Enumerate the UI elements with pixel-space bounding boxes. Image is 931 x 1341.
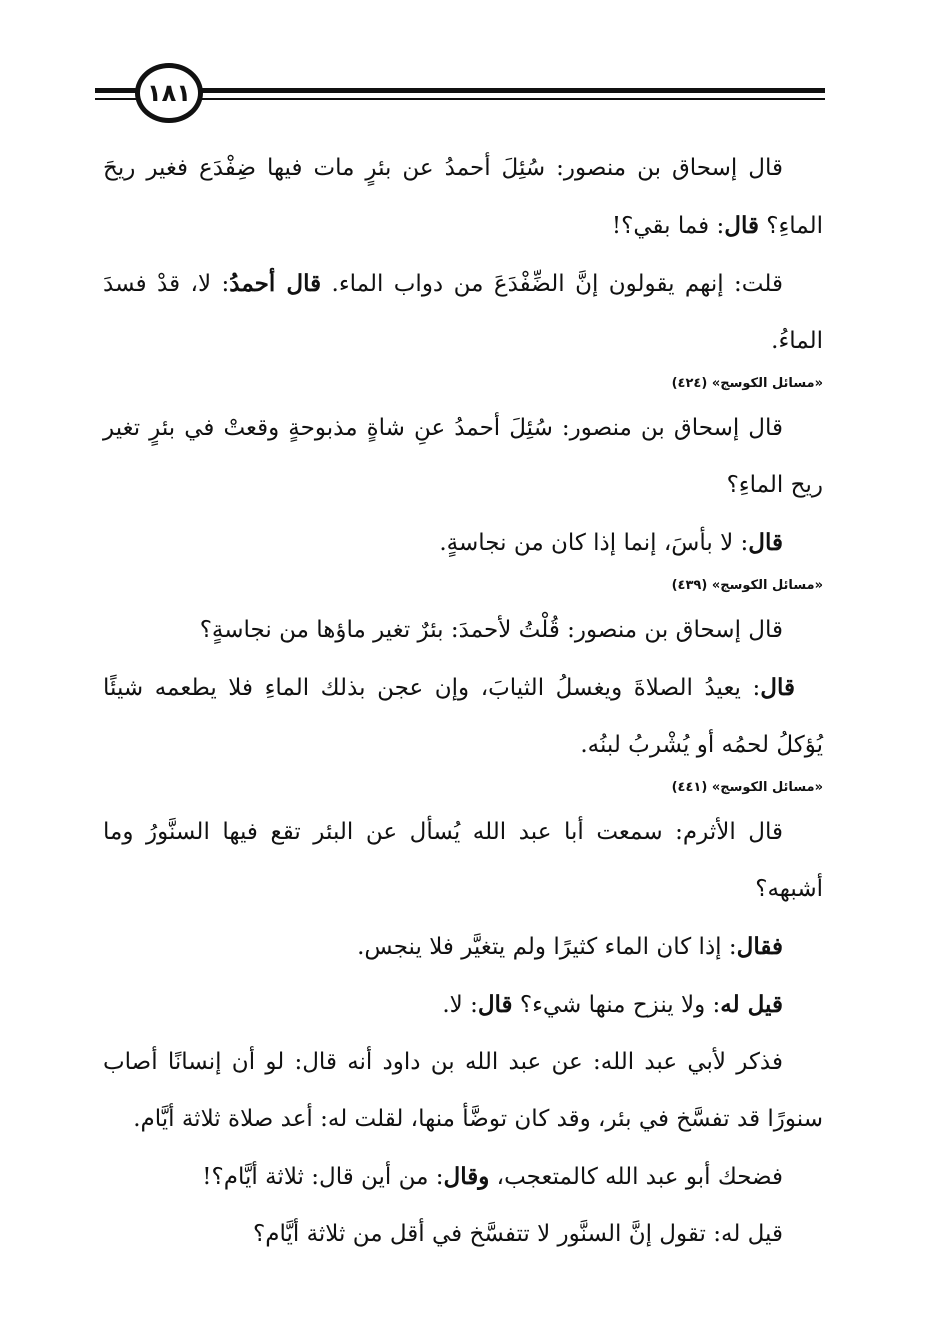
text-run: فذكر لأبي عبد الله: عن عبد الله بن داود أنه قال: لو أن إنسانًا أصاب سنورًا قد تفسَّخ في بئر، وقد كان توضَّأ منها، لقلت له: أعد صلاة ثلاثة أيَّام. [103, 1049, 823, 1132]
text-run: قيل له: تقول إنَّ السنَّور لا تتفسَّخ في أقل من ثلاثة أيَّام؟ [253, 1221, 783, 1247]
paragraph [103, 976, 823, 1034]
text-run: : يعيدُ الصلاةَ ويغسلُ الثيابَ، وإن عجن بذلك الماءِ فلا يطعمه شيئًا يُؤكلُ لحمُه أو يُشْربُ لبنُه. [103, 675, 823, 758]
paragraph [103, 602, 823, 659]
bold-run: قال [724, 212, 759, 239]
paragraph [103, 140, 823, 255]
paragraph [103, 514, 823, 572]
paragraph [103, 1206, 823, 1263]
text-run: قال الأثرم: سمعت أبا عبد الله يُسأل عن البئر تقع فيها السنَّورُ وما أشبهه؟ [103, 819, 823, 902]
paragraph [103, 918, 823, 976]
source-citation: «مسائل الكوسج» (٤٢٤) [671, 376, 823, 391]
paragraph [103, 804, 823, 918]
text-run: فضحك أبو عبد الله كالمتعجب، [489, 1164, 783, 1190]
page-body [103, 140, 823, 1263]
bold-run: قال أحمدُ [229, 270, 322, 297]
paragraph [103, 1034, 823, 1148]
page-number-badge [135, 63, 203, 123]
paragraph [103, 659, 823, 774]
page-number: ١٨١ [147, 79, 191, 107]
bold-run: قال [748, 529, 783, 556]
text-run: : لا، قدْ فسدَ الماءُ. [103, 271, 823, 354]
text-run: : من أين قال: ثلاثة أيَّام؟! [202, 1164, 444, 1190]
bold-run: قيل له [720, 991, 783, 1018]
paragraph [103, 255, 823, 370]
text-run: قال إسحاق بن منصور: سُئِلَ أحمدُ عنِ شاةٍ مذبوحةٍ وقعتْ في بئرٍ تغير ريح الماءِ؟ [103, 415, 823, 498]
bold-run: وقال [443, 1163, 490, 1190]
bold-run: فقال [736, 933, 783, 960]
bold-run: قال [760, 674, 795, 701]
header-rule-thick [95, 88, 825, 93]
text-run: : إذا كان الماء كثيرًا ولم يتغيَّر فلا ينجس. [357, 934, 737, 960]
source-citation: «مسائل الكوسج» (٤٣٩) [671, 578, 823, 593]
text-run: قلت: إنهم يقولون إنَّ الضِّفْدَعَ من دواب الماء. [321, 271, 783, 297]
text-run: : ولا ينزح منها شيء؟ [512, 992, 721, 1018]
text-run: قال إسحاق بن منصور: سُئِلَ أحمدُ عن بئرٍ مات فيها ضِفْدَع فغير ريحَ الماءِ؟ [103, 155, 823, 239]
text-run: : لا بأسَ، إنما إذا كان من نجاسةٍ. [439, 530, 749, 556]
paragraph [103, 1148, 823, 1206]
text-run: قال إسحاق بن منصور: قُلْتُ لأحمدَ: بئرٌ تغير ماؤها من نجاسةٍ؟ [199, 617, 783, 643]
paragraph [103, 400, 823, 514]
text-run: : فما بقي؟! [611, 213, 725, 239]
header-rule-thin [95, 98, 825, 100]
text-run: : لا. [442, 992, 478, 1018]
page-header [95, 58, 825, 138]
bold-run: قال [477, 991, 513, 1018]
source-citation: «مسائل الكوسج» (٤٤١) [671, 780, 823, 795]
